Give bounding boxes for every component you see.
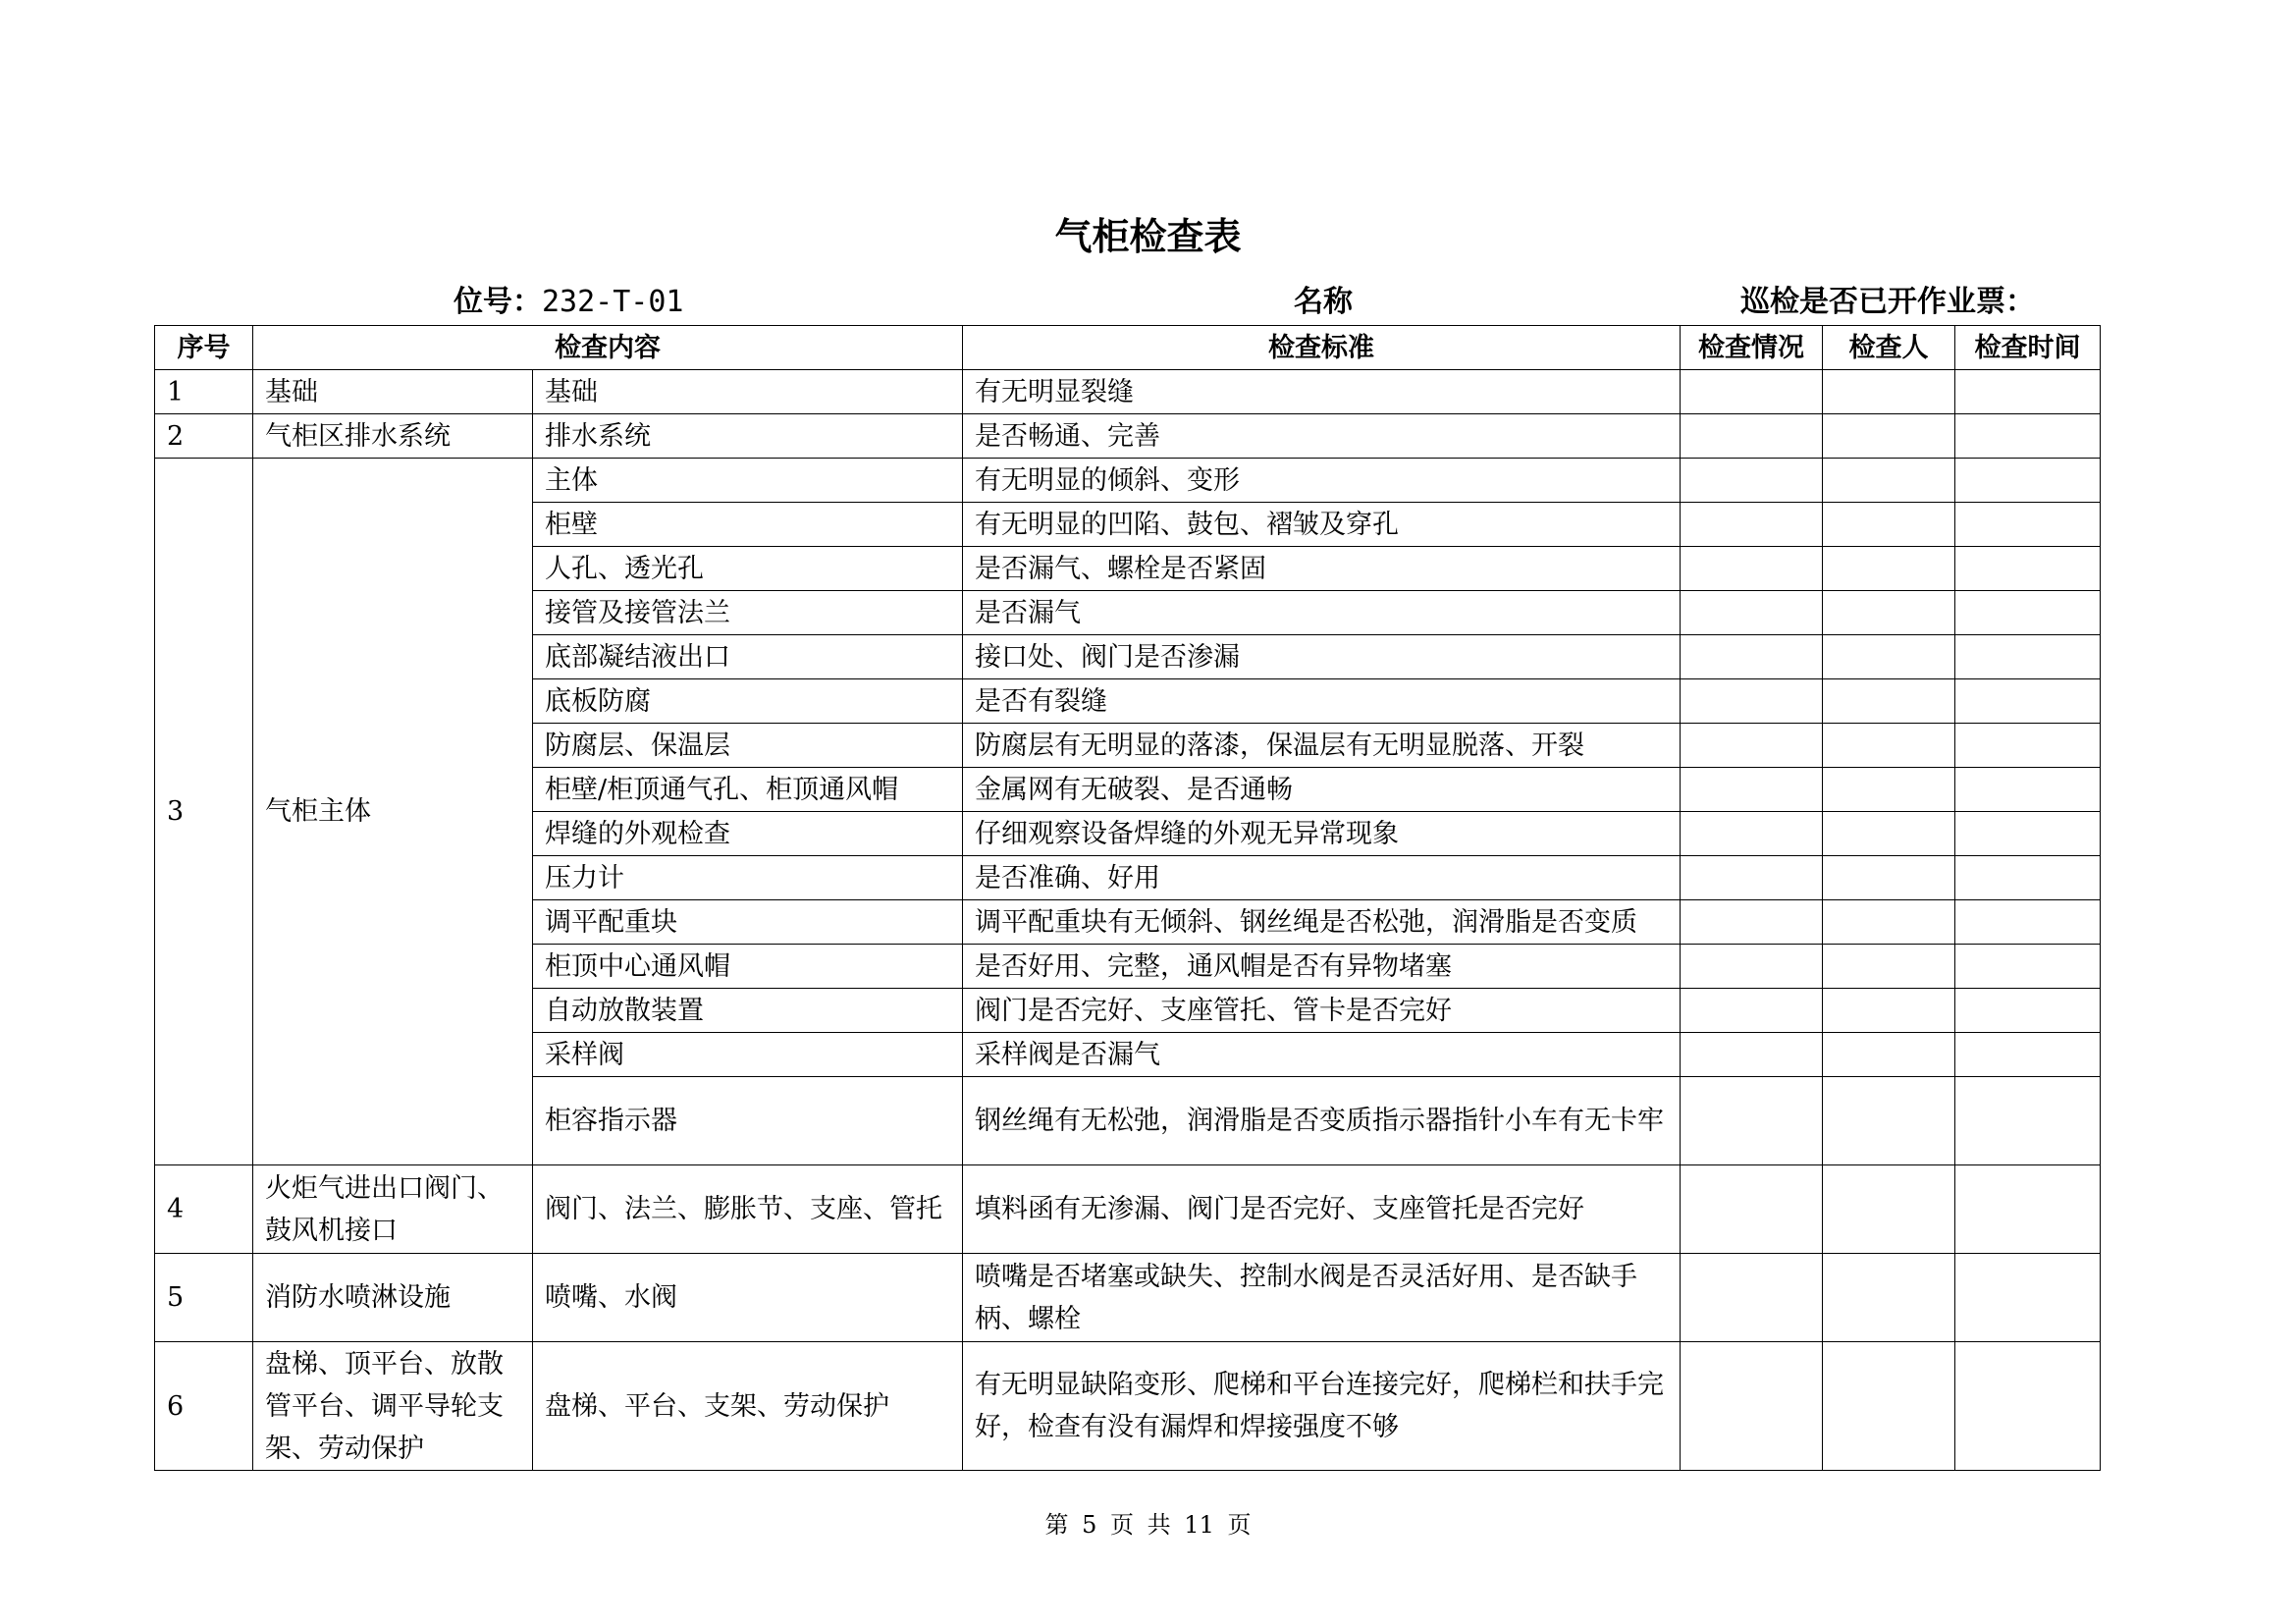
inspector-cell[interactable] bbox=[1823, 591, 1955, 635]
inspector-cell[interactable] bbox=[1823, 679, 1955, 724]
row-standard: 有无明显缺陷变形、爬梯和平台连接完好，爬梯栏和扶手完好，检查有没有漏焊和焊接强度不够 bbox=[963, 1342, 1681, 1471]
table-row bbox=[155, 414, 2101, 459]
row-item: 柜壁/柜顶通气孔、柜顶通风帽 bbox=[533, 768, 963, 812]
row-standard: 接口处、阀门是否渗漏 bbox=[963, 635, 1681, 679]
time-cell[interactable] bbox=[1955, 945, 2101, 989]
status-cell[interactable] bbox=[1681, 1077, 1823, 1165]
time-cell[interactable] bbox=[1955, 1254, 2101, 1342]
table-row bbox=[155, 1342, 2101, 1471]
inspector-cell[interactable] bbox=[1823, 856, 1955, 900]
row-seq: 5 bbox=[155, 1254, 253, 1342]
status-cell[interactable] bbox=[1681, 989, 1823, 1033]
inspector-cell[interactable] bbox=[1823, 547, 1955, 591]
row-standard: 有无明显裂缝 bbox=[963, 370, 1681, 414]
row-item: 压力计 bbox=[533, 856, 963, 900]
status-cell[interactable] bbox=[1681, 503, 1823, 547]
time-cell[interactable] bbox=[1955, 724, 2101, 768]
time-cell[interactable] bbox=[1955, 547, 2101, 591]
row-standard: 是否有裂缝 bbox=[963, 679, 1681, 724]
row-standard: 仔细观察设备焊缝的外观无异常现象 bbox=[963, 812, 1681, 856]
status-cell[interactable] bbox=[1681, 945, 1823, 989]
time-cell[interactable] bbox=[1955, 1342, 2101, 1471]
header-content: 检查内容 bbox=[253, 326, 963, 370]
row-item: 防腐层、保温层 bbox=[533, 724, 963, 768]
row-standard: 防腐层有无明显的落漆，保温层有无明显脱落、开裂 bbox=[963, 724, 1681, 768]
position-value: 232-T-01 bbox=[542, 285, 684, 319]
row-item: 柜顶中心通风帽 bbox=[533, 945, 963, 989]
header-time: 检查时间 bbox=[1955, 326, 2101, 370]
time-cell[interactable] bbox=[1955, 1033, 2101, 1077]
time-cell[interactable] bbox=[1955, 503, 2101, 547]
status-cell[interactable] bbox=[1681, 1033, 1823, 1077]
position-number bbox=[454, 283, 684, 322]
inspector-cell[interactable] bbox=[1823, 900, 1955, 945]
row-item: 底板防腐 bbox=[533, 679, 963, 724]
row-seq: 4 bbox=[155, 1165, 253, 1254]
inspector-cell[interactable] bbox=[1823, 1077, 1955, 1165]
status-cell[interactable] bbox=[1681, 724, 1823, 768]
row-standard: 有无明显的倾斜、变形 bbox=[963, 459, 1681, 503]
row-item: 阀门、法兰、膨胀节、支座、管托 bbox=[533, 1165, 963, 1254]
header-inspector: 检查人 bbox=[1823, 326, 1955, 370]
row-item: 柜容指示器 bbox=[533, 1077, 963, 1165]
status-cell[interactable] bbox=[1681, 900, 1823, 945]
time-cell[interactable] bbox=[1955, 635, 2101, 679]
row-item: 采样阀 bbox=[533, 1033, 963, 1077]
row-standard: 采样阀是否漏气 bbox=[963, 1033, 1681, 1077]
name-label: 名称 bbox=[1294, 285, 1353, 319]
status-cell[interactable] bbox=[1681, 768, 1823, 812]
row-standard: 是否好用、完整，通风帽是否有异物堵塞 bbox=[963, 945, 1681, 989]
status-cell[interactable] bbox=[1681, 547, 1823, 591]
row-item: 焊缝的外观检查 bbox=[533, 812, 963, 856]
table-row bbox=[155, 1254, 2101, 1342]
status-cell[interactable] bbox=[1681, 1254, 1823, 1342]
row-standard: 有无明显的凹陷、鼓包、褶皱及穿孔 bbox=[963, 503, 1681, 547]
row-category: 火炬气进出口阀门、鼓风机接口 bbox=[253, 1165, 533, 1254]
time-cell[interactable] bbox=[1955, 812, 2101, 856]
inspector-cell[interactable] bbox=[1823, 1165, 1955, 1254]
time-cell[interactable] bbox=[1955, 370, 2101, 414]
row-item: 柜壁 bbox=[533, 503, 963, 547]
row-item: 调平配重块 bbox=[533, 900, 963, 945]
inspector-cell[interactable] bbox=[1823, 370, 1955, 414]
time-cell[interactable] bbox=[1955, 768, 2101, 812]
header-status: 检查情况 bbox=[1681, 326, 1823, 370]
table-row bbox=[155, 1165, 2101, 1254]
row-category: 基础 bbox=[253, 370, 533, 414]
status-cell[interactable] bbox=[1681, 679, 1823, 724]
row-standard: 调平配重块有无倾斜、钢丝绳是否松弛，润滑脂是否变质 bbox=[963, 900, 1681, 945]
time-cell[interactable] bbox=[1955, 856, 2101, 900]
status-cell[interactable] bbox=[1681, 1165, 1823, 1254]
page-title: 气柜检查表 bbox=[1054, 215, 1242, 258]
row-standard: 填料函有无渗漏、阀门是否完好、支座管托是否完好 bbox=[963, 1165, 1681, 1254]
row-seq: 2 bbox=[155, 414, 253, 459]
inspector-cell[interactable] bbox=[1823, 945, 1955, 989]
row-category: 盘梯、顶平台、放散管平台、调平导轮支架、劳动保护 bbox=[253, 1342, 533, 1471]
work-permit-label: 巡检是否已开作业票： bbox=[1740, 285, 2035, 319]
row-item: 基础 bbox=[533, 370, 963, 414]
status-cell[interactable] bbox=[1681, 414, 1823, 459]
row-item: 人孔、透光孔 bbox=[533, 547, 963, 591]
inspector-cell[interactable] bbox=[1823, 1033, 1955, 1077]
inspector-cell[interactable] bbox=[1823, 459, 1955, 503]
status-cell[interactable] bbox=[1681, 635, 1823, 679]
status-cell[interactable] bbox=[1681, 812, 1823, 856]
row-standard: 喷嘴是否堵塞或缺失、控制水阀是否灵活好用、是否缺手柄、螺栓 bbox=[963, 1254, 1681, 1342]
header-seq: 序号 bbox=[155, 326, 253, 370]
inspector-cell[interactable] bbox=[1823, 414, 1955, 459]
row-standard: 金属网有无破裂、是否通畅 bbox=[963, 768, 1681, 812]
row-standard: 是否畅通、完善 bbox=[963, 414, 1681, 459]
row-standard: 阀门是否完好、支座管托、管卡是否完好 bbox=[963, 989, 1681, 1033]
time-cell[interactable] bbox=[1955, 459, 2101, 503]
inspection-table bbox=[154, 325, 2101, 1471]
row-category: 气柜主体 bbox=[253, 459, 533, 1165]
row-item: 接管及接管法兰 bbox=[533, 591, 963, 635]
inspector-cell[interactable] bbox=[1823, 812, 1955, 856]
status-cell[interactable] bbox=[1681, 1342, 1823, 1471]
time-cell[interactable] bbox=[1955, 900, 2101, 945]
row-item: 底部凝结液出口 bbox=[533, 635, 963, 679]
row-item: 主体 bbox=[533, 459, 963, 503]
time-cell[interactable] bbox=[1955, 679, 2101, 724]
time-cell[interactable] bbox=[1955, 1165, 2101, 1254]
row-item: 自动放散装置 bbox=[533, 989, 963, 1033]
table-row bbox=[155, 370, 2101, 414]
status-cell[interactable] bbox=[1681, 591, 1823, 635]
inspector-cell[interactable] bbox=[1823, 1342, 1955, 1471]
row-standard: 是否准确、好用 bbox=[963, 856, 1681, 900]
row-standard: 是否漏气 bbox=[963, 591, 1681, 635]
inspector-cell[interactable] bbox=[1823, 724, 1955, 768]
row-category: 气柜区排水系统 bbox=[253, 414, 533, 459]
inspector-cell[interactable] bbox=[1823, 768, 1955, 812]
status-cell[interactable] bbox=[1681, 370, 1823, 414]
row-standard: 是否漏气、螺栓是否紧固 bbox=[963, 547, 1681, 591]
table-row bbox=[155, 459, 2101, 503]
time-cell[interactable] bbox=[1955, 414, 2101, 459]
row-standard: 钢丝绳有无松弛，润滑脂是否变质指示器指针小车有无卡牢 bbox=[963, 1077, 1681, 1165]
page-footer: 第 5 页 共 11 页 bbox=[1044, 1511, 1252, 1539]
status-cell[interactable] bbox=[1681, 459, 1823, 503]
row-item: 排水系统 bbox=[533, 414, 963, 459]
header-standard: 检查标准 bbox=[963, 326, 1681, 370]
table-header-row bbox=[155, 326, 2101, 370]
status-cell[interactable] bbox=[1681, 856, 1823, 900]
position-label: 位号： bbox=[454, 285, 542, 319]
time-cell[interactable] bbox=[1955, 989, 2101, 1033]
row-category: 消防水喷淋设施 bbox=[253, 1254, 533, 1342]
row-seq: 3 bbox=[155, 459, 253, 1165]
row-item: 盘梯、平台、支架、劳动保护 bbox=[533, 1342, 963, 1471]
time-cell[interactable] bbox=[1955, 1077, 2101, 1165]
inspector-cell[interactable] bbox=[1823, 1254, 1955, 1342]
inspector-cell[interactable] bbox=[1823, 989, 1955, 1033]
row-item: 喷嘴、水阀 bbox=[533, 1254, 963, 1342]
time-cell[interactable] bbox=[1955, 591, 2101, 635]
inspector-cell[interactable] bbox=[1823, 503, 1955, 547]
row-seq: 1 bbox=[155, 370, 253, 414]
inspector-cell[interactable] bbox=[1823, 635, 1955, 679]
row-seq: 6 bbox=[155, 1342, 253, 1471]
